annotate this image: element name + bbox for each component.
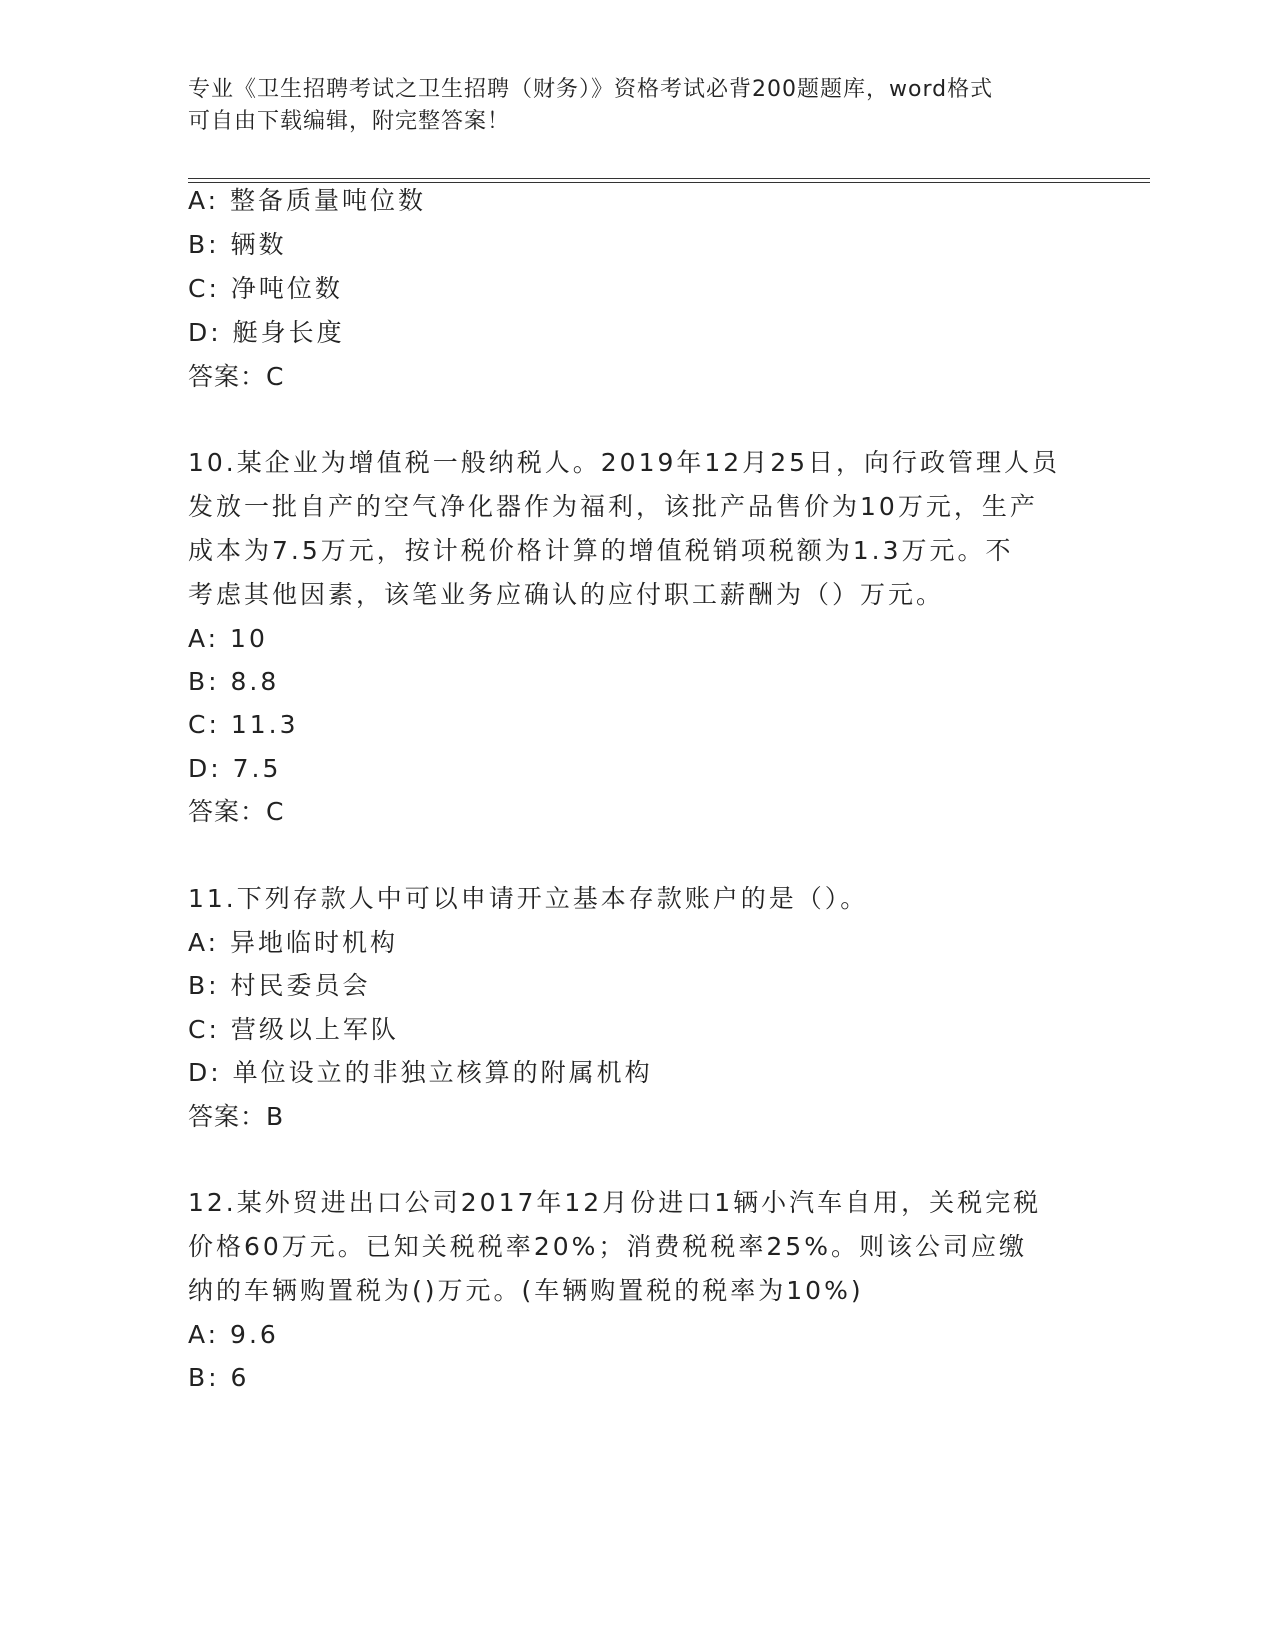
q10-option-c: C: 11.3 [188,710,299,739]
q9-option-a: A: 整备质量吨位数 [188,186,427,215]
q10-stem-line-1: 10.某企业为增值税一般纳税人。2019年12月25日，向行政管理人员 [188,448,1061,477]
q9-option-c: C: 净吨位数 [188,274,343,303]
q9-answer: 答案：C [188,362,285,391]
q12-stem-line-2: 价格60万元。已知关税税率20%；消费税税率25%。则该公司应缴 [188,1232,1027,1261]
q10-stem-line-3: 成本为7.5万元，按计税价格计算的增值税销项税额为1.3万元。不 [188,536,1014,565]
q10-option-d: D: 7.5 [188,754,282,783]
q12-stem-line-1: 12.某外贸进出口公司2017年12月份进口1辆小汽车自用，关税完税 [188,1188,1042,1217]
q11-option-a: A: 异地临时机构 [188,928,399,957]
header-divider-top [188,178,1150,179]
header-divider-bottom [188,182,1150,183]
q11-option-b: B: 村民委员会 [188,971,371,1000]
q9-option-b: B: 辆数 [188,230,287,259]
q12-option-b: B: 6 [188,1363,250,1392]
header-title-line-1: 专业《卫生招聘考试之卫生招聘（财务）》资格考试必背200题题库，word格式 [188,77,994,102]
q10-stem-line-2: 发放一批自产的空气净化器作为福利，该批产品售价为10万元，生产 [188,492,1038,521]
q11-answer: 答案：B [188,1102,285,1131]
header-title-line-2: 可自由下载编辑，附完整答案！ [188,109,511,134]
q10-option-a: A: 10 [188,624,268,653]
q11-option-c: C: 营级以上军队 [188,1015,399,1044]
document-header [188,74,1088,138]
q10-answer: 答案：C [188,797,285,826]
q12-stem-line-3: 纳的车辆购置税为()万元。(车辆购置税的税率为10%) [188,1276,864,1305]
q10-stem-line-4: 考虑其他因素，该笔业务应确认的应付职工薪酬为（）万元。 [188,580,945,609]
q12-option-a: A: 9.6 [188,1320,279,1349]
q11-option-d: D: 单位设立的非独立核算的附属机构 [188,1058,653,1087]
q9-option-d: D: 艇身长度 [188,318,345,347]
q10-option-b: B: 8.8 [188,667,280,696]
q11-stem-line-1: 11.下列存款人中可以申请开立基本存款账户的是（）。 [188,884,869,913]
